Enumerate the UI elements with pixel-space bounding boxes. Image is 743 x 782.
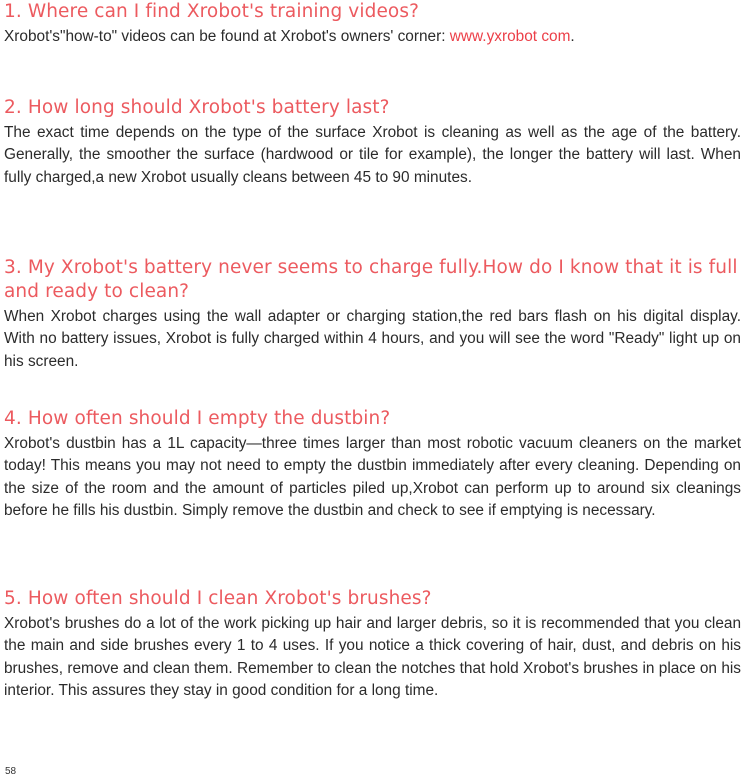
page-number: 58 [5, 766, 17, 777]
faq-answer-end: . [570, 28, 575, 45]
website-link[interactable]: www.yxrobot com [449, 28, 571, 45]
faq-item-battery-life [4, 96, 741, 189]
faq-question: 4. How often should I empty the dustbin? [4, 408, 391, 429]
faq-item-training-videos [4, 0, 741, 48]
faq-item-dustbin [4, 407, 741, 523]
faq-question: 2. How long should Xrobot's battery last? [4, 97, 390, 118]
faq-answer: Xrobot's dustbin has a 1L capacity—three times larger than most robotic vacuum cleaners on the market today! This means you may not need to empty the dustbin immediately after every cleaning. Depending on the size of the room and the amount of particles piled up,Xrobot can perform up to around six cleanings before he fills his dustbin. Simply remove the dustbin and check to see if emptying is necessary. [4, 435, 741, 520]
faq-answer: When Xrobot charges using the wall adapter or charging station,the red bars flash on his digital display. With no battery issues, Xrobot is fully charged within 4 hours, and you will see the word "Ready" light up on his screen. [4, 308, 741, 370]
faq-question: 1. Where can I find Xrobot's training videos? [4, 1, 419, 22]
faq-answer-text: Xrobot's"how-to" videos can be found at Xrobot's owners' corner: [4, 28, 450, 45]
faq-answer: Xrobot's brushes do a lot of the work picking up hair and larger debris, so it is recommended that you clean the main and side brushes every 1 to 4 uses. If you notice a thick covering of hair, dust, and debris on his brushes, remove and clean them. Remember to clean the notches that hold Xrobot's brushes in place on his interior. This assures they stay in good condition for a long time. [4, 615, 741, 700]
faq-question: 3. My Xrobot's battery never seems to charge fully.How do I know that it is full and ready to clean? [4, 257, 738, 302]
faq-item-brushes [4, 587, 741, 703]
faq-answer: The exact time depends on the type of the surface Xrobot is cleaning as well as the age of the battery. Generally, the smoother the surface (hardwood or tile for example), the longer the battery will last. When fully charged,a new Xrobot usually cleans between 45 to 90 minutes. [4, 124, 741, 186]
faq-answer [4, 26, 741, 48]
faq-question: 5. How often should I clean Xrobot's brushes? [4, 588, 432, 609]
faq-item-battery-charging [4, 256, 741, 373]
